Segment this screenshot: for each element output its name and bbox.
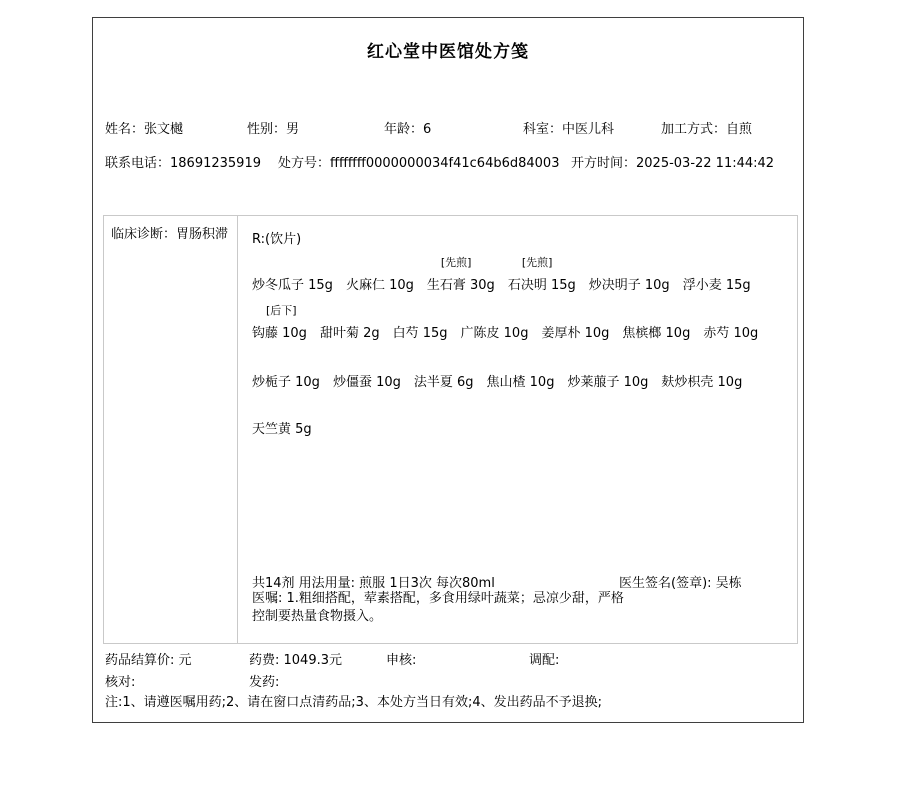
doctor-advice-line: 医嘱: 1.粗细搭配，荤素搭配，多食用绿叶蔬菜；忌凉少甜，严格 bbox=[252, 591, 624, 606]
decoct-tag bbox=[703, 302, 758, 322]
review-field: 申核: bbox=[386, 653, 417, 668]
herb-name: 火麻仁 10g bbox=[345, 278, 414, 293]
herb-item bbox=[427, 254, 495, 293]
herb-item bbox=[393, 302, 448, 341]
herb-row bbox=[252, 418, 325, 437]
decoct-tag: [先煎] bbox=[440, 256, 472, 269]
diagnosis-cell bbox=[104, 216, 238, 643]
herb-row bbox=[252, 254, 764, 293]
herb-item bbox=[508, 254, 576, 293]
medicine-fee-field: 药费: 1049.3元 bbox=[249, 653, 342, 668]
herb-item bbox=[252, 254, 333, 293]
prescription-sheet bbox=[92, 17, 804, 723]
decoct-tag: [后下] bbox=[266, 304, 297, 317]
prescription-content bbox=[239, 216, 797, 643]
decoct-tag bbox=[393, 302, 448, 322]
prescription-time-field: 开方时间：2025-03-22 11:44:42 bbox=[571, 156, 775, 171]
herb-name: 石决明 15g bbox=[507, 278, 576, 293]
herb-item bbox=[333, 371, 401, 390]
prescription-body-box bbox=[103, 215, 798, 644]
usage-dosage-line: 共14剂 用法用量: 煎服 1日3次 每次80ml bbox=[252, 576, 495, 591]
herb-row bbox=[252, 371, 755, 390]
herb-item bbox=[589, 254, 670, 293]
processing-method-field: 加工方式：自煎 bbox=[661, 122, 753, 137]
herb-name: 钩藤 10g bbox=[252, 326, 307, 341]
herb-name: 姜厚朴 10g bbox=[541, 326, 610, 341]
doctor-signature: 医生签名(签章): 吴栋 bbox=[619, 576, 742, 591]
herb-name: 焦山楂 10g bbox=[486, 375, 555, 390]
decoct-tag bbox=[252, 254, 333, 274]
herb-item bbox=[414, 371, 474, 390]
herb-name: 麸炒枳壳 10g bbox=[661, 375, 743, 390]
decoct-tag bbox=[541, 302, 609, 322]
herb-name: 白芍 15g bbox=[392, 326, 448, 341]
herb-name: 广陈皮 10g bbox=[460, 326, 529, 341]
dispense-field: 发药: bbox=[249, 675, 280, 690]
herb-item bbox=[346, 254, 414, 293]
herb-item bbox=[567, 371, 648, 390]
decoct-tag bbox=[346, 254, 414, 274]
herb-name: 法半夏 6g bbox=[413, 375, 474, 390]
clinical-diagnosis: 临床诊断：胃肠积滞 bbox=[111, 227, 229, 242]
herb-name: 炒僵蚕 10g bbox=[332, 375, 401, 390]
herb-name: 炒决明子 10g bbox=[588, 278, 670, 293]
phone-field: 联系电话：18691235919 bbox=[105, 156, 261, 171]
herb-item bbox=[661, 371, 742, 390]
doctor-advice bbox=[252, 590, 624, 626]
doctor-advice-line: 控制要热量食物摄入。 bbox=[252, 609, 383, 624]
decoct-tag: [先煎] bbox=[521, 256, 553, 269]
herb-item bbox=[252, 418, 312, 437]
herb-name: 焦槟榔 10g bbox=[622, 326, 691, 341]
herb-name: 炒栀子 10g bbox=[252, 375, 320, 390]
herb-item bbox=[487, 371, 555, 390]
herb-item bbox=[252, 302, 307, 341]
gender-field: 性别：男 bbox=[247, 122, 300, 137]
decoct-tag bbox=[622, 302, 690, 322]
prescription-number-field: 处方号：ffffffff0000000034f41c64b6d84003 bbox=[278, 156, 560, 171]
herb-name: 炒冬瓜子 15g bbox=[252, 278, 333, 293]
settlement-price-field: 药品结算价: 元 bbox=[105, 653, 192, 668]
page-title: 红心堂中医馆处方笺 bbox=[367, 42, 529, 62]
department-field: 科室：中医儿科 bbox=[523, 122, 615, 137]
herb-item bbox=[320, 302, 380, 341]
herb-name: 生石膏 30g bbox=[426, 278, 495, 293]
patient-name-field: 姓名：张文樾 bbox=[105, 122, 184, 137]
herb-item bbox=[252, 371, 320, 390]
decoct-tag bbox=[589, 254, 670, 274]
age-field: 年龄：6 bbox=[384, 122, 432, 137]
herb-item bbox=[461, 302, 529, 341]
herb-item bbox=[683, 254, 751, 293]
decoct-tag bbox=[320, 302, 380, 322]
herb-item bbox=[622, 302, 690, 341]
herb-item bbox=[541, 302, 609, 341]
rp-label: R:(饮片) bbox=[252, 232, 302, 247]
decoct-tag bbox=[461, 302, 529, 322]
herb-name: 甜叶菊 2g bbox=[319, 326, 380, 341]
compound-field: 调配: bbox=[529, 653, 560, 668]
herb-name: 天竺黄 5g bbox=[252, 422, 312, 437]
herb-name: 浮小麦 15g bbox=[682, 278, 751, 293]
herb-item bbox=[703, 302, 758, 341]
herb-row bbox=[252, 302, 771, 341]
check-field: 核对: bbox=[105, 675, 136, 690]
decoct-tag bbox=[683, 254, 751, 274]
herb-name: 赤芍 10g bbox=[703, 326, 759, 341]
herb-name: 炒莱菔子 10g bbox=[567, 375, 649, 390]
notes-line: 注:1、请遵医嘱用药;2、请在窗口点清药品;3、本处方当日有效;4、发出药品不予退换; bbox=[105, 695, 602, 710]
